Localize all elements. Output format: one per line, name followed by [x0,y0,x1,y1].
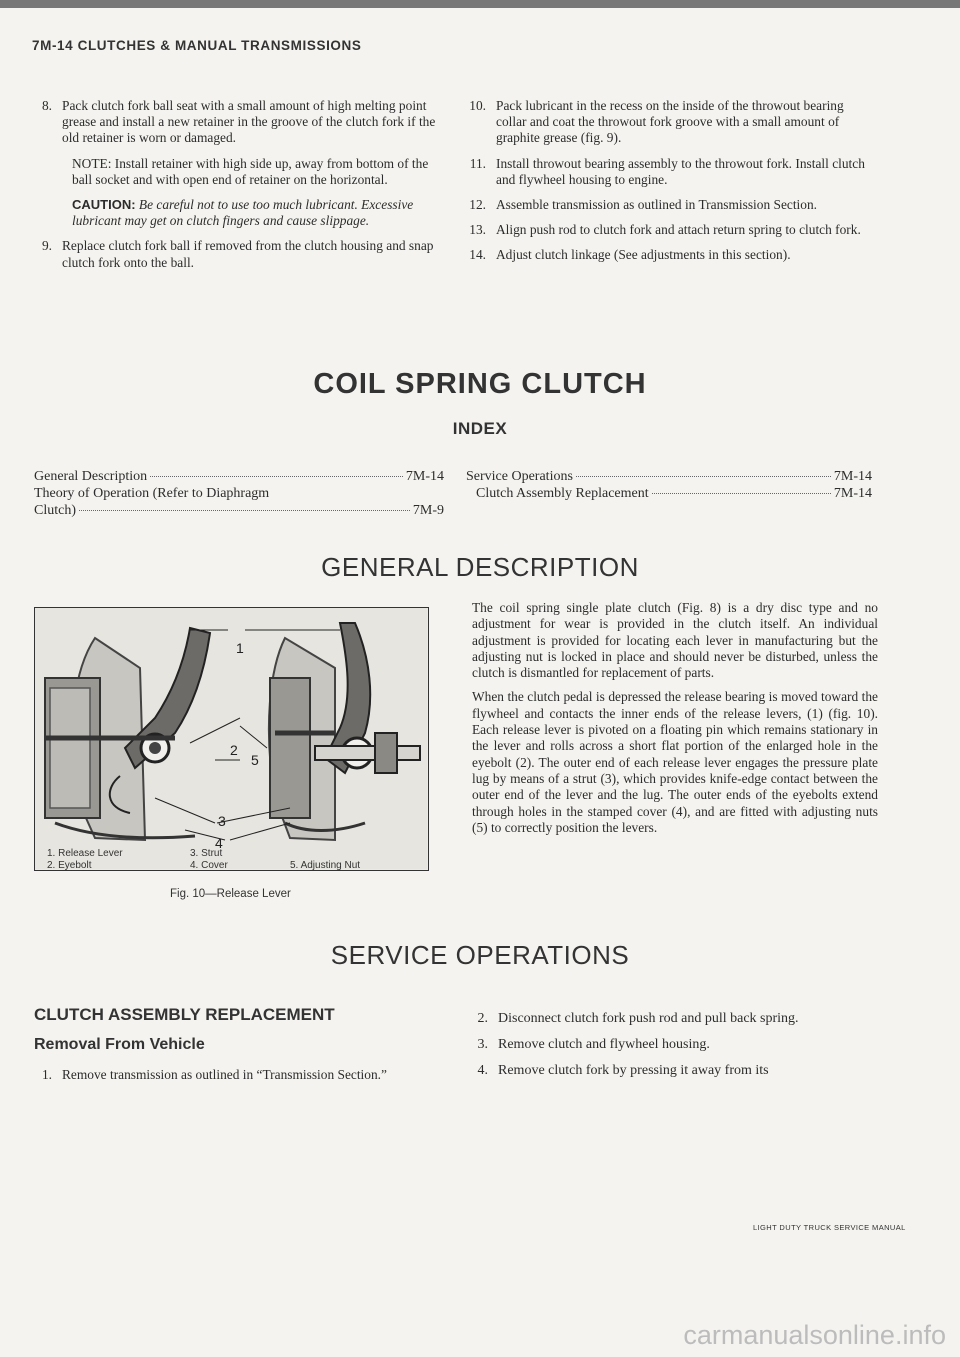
index-entry[interactable] [466,468,872,485]
top-rule [0,0,960,8]
list-item [468,1036,878,1053]
step-number: 10. [469,98,486,113]
callout-3: 3 [218,813,226,829]
step-number: 11. [469,155,486,171]
index-entry[interactable] [34,468,444,485]
index-entry-page: 7M-14 [833,469,872,484]
step-number: 12. [469,197,486,213]
step-number: 13. [469,222,486,238]
step-number: 9. [41,238,52,254]
step-text: Remove transmission as outlined in “Transmission Section.” [62,1067,387,1082]
index-entry [34,485,444,502]
caution-block [72,197,438,229]
dot-leader [150,476,403,477]
dot-leader [576,476,831,477]
list-item [468,1010,878,1027]
index-entry[interactable] [466,485,872,502]
list-item [466,247,874,263]
paragraph: When the clutch pedal is depressed the release bearing is moved toward the flywheel and contacts the inner ends of the release levers, (1) (fig. 10). Each release lever is pivoted on a floating pin which remains stationary in the lever and rolls across a short flat portion of the enlarged hole in the eyebolt (2). The outer end of each release lever engages the pressure plate lug by means of a strut (3), which provides knife-edge contact between the outer end of the lever and the lug. The outer ends of the eyebolts extend through holes in the stamped cover (4), and are fitted with adjusting nuts (5) to correctly position the levers. [472,689,878,835]
index-entry-label: Clutch) [34,503,76,518]
removal-from-vehicle-heading: Removal From Vehicle [34,1036,205,1053]
caution-label: CAUTION: [72,197,136,213]
dot-leader [652,493,831,494]
list-item [466,222,874,238]
step-number: 3. [477,1037,488,1052]
general-description-text [472,600,878,844]
list-item [32,238,438,270]
index-entry-label: Clutch Assembly Replacement [476,486,649,501]
index-entry-page: 7M-9 [412,503,444,518]
index-entry-page: 7M-14 [833,486,872,501]
index-title: INDEX [452,419,508,438]
step-number: 14. [469,247,486,263]
step-text: Replace clutch fork ball if removed from the clutch housing and snap clutch fork onto the ball. [62,238,434,270]
coil-spring-clutch-title: COIL SPRING CLUTCH [313,368,647,400]
footer-manual-title: LIGHT DUTY TRUCK SERVICE MANUAL [753,1223,906,1232]
index-left [34,468,444,519]
index-right [466,468,872,502]
right-column-steps [466,98,874,273]
left-column-steps [32,98,438,280]
legend-item: 4. Cover [190,860,228,871]
index-entry[interactable] [34,502,444,519]
legend-item: 5. Adjusting Nut [290,860,361,871]
general-description-title: GENERAL DESCRIPTION [321,552,639,582]
list-item [468,1062,878,1079]
index-entry-label: Service Operations [466,469,573,484]
callout-4: 4 [215,835,223,851]
callout-5: 5 [251,752,259,768]
index-entry-label: Theory of Operation (Refer to Diaphragm [34,486,270,501]
paragraph: The coil spring single plate clutch (Fig. 8) is a dry disc type and no adjustment for wear is provided in the clutch itself. An individual adjustment is provided for locating each lever in manufacturing but the adjusting nut is locked in place and should never be disturbed, unless the clutch is dismantled for replacement of parts. [472,600,878,681]
step-text: Remove clutch fork by pressing it away from its [498,1063,769,1078]
step-number: 8. [41,98,52,113]
clutch-assembly-replacement-heading: CLUTCH ASSEMBLY REPLACEMENT [34,1005,335,1024]
caution-text: Be careful not to use too much lubricant. Excessive lubricant may get on clutch fingers and cause slippage. [72,197,414,229]
legend-col-1 [47,848,123,872]
step-number: 2. [477,1011,488,1026]
release-lever-illustration [35,608,427,869]
list-item [32,1067,442,1083]
watermark: carmanualsonline.info [683,1320,946,1350]
index-entry-page: 7M-14 [405,469,444,484]
figure-caption: Fig. 10—Release Lever [170,888,291,900]
step-text: Assemble transmission as outlined in Transmission Section. [496,197,818,213]
removal-steps-left [32,1067,442,1092]
legend-item: 2. Eyebolt [47,860,92,871]
callout-1: 1 [236,640,244,656]
step-text: Adjust clutch linkage (See adjustments in this section). [496,247,791,263]
legend-item: 3. Strut [190,848,223,859]
removal-steps-right [468,1010,878,1088]
legend-col-2 [190,848,228,872]
step-text: Disconnect clutch fork push rod and pull back spring. [498,1011,799,1026]
release-lever-figure [34,607,429,871]
list-item [466,98,874,147]
legend-col-3 [290,860,360,872]
service-operations-title: SERVICE OPERATIONS [330,940,630,970]
step-text: Pack lubricant in the recess on the inside of the throwout bearing collar and coat the throwout fork groove with a small amount of graphite grease (fig. 9). [496,98,844,146]
step-text: Align push rod to clutch fork and attach return spring to clutch fork. [496,222,861,238]
callout-2: 2 [230,742,238,758]
running-head: 7M-14 CLUTCHES & MANUAL TRANSMISSIONS [32,38,362,53]
note-text: NOTE: Install retainer with high side up, away from bottom of the ball socket and with open end of retainer on the horizontal. [72,155,429,187]
legend-item: 1. Release Lever [47,848,123,859]
step-text: Pack clutch fork ball seat with a small amount of high melting point grease and install a new retainer in the groove of the clutch fork if the old retainer is worn or damaged. [62,98,436,146]
step-number: 1. [41,1067,52,1082]
step-number: 4. [477,1063,488,1078]
dot-leader [79,510,410,511]
list-item [32,98,438,147]
step-text: Install throwout bearing assembly to the throwout fork. Install clutch and flywheel housing to engine. [496,155,865,187]
index-entry-label: General Description [34,469,148,484]
step-text: Remove clutch and flywheel housing. [498,1037,710,1052]
list-item [466,156,874,188]
list-item [466,197,874,213]
